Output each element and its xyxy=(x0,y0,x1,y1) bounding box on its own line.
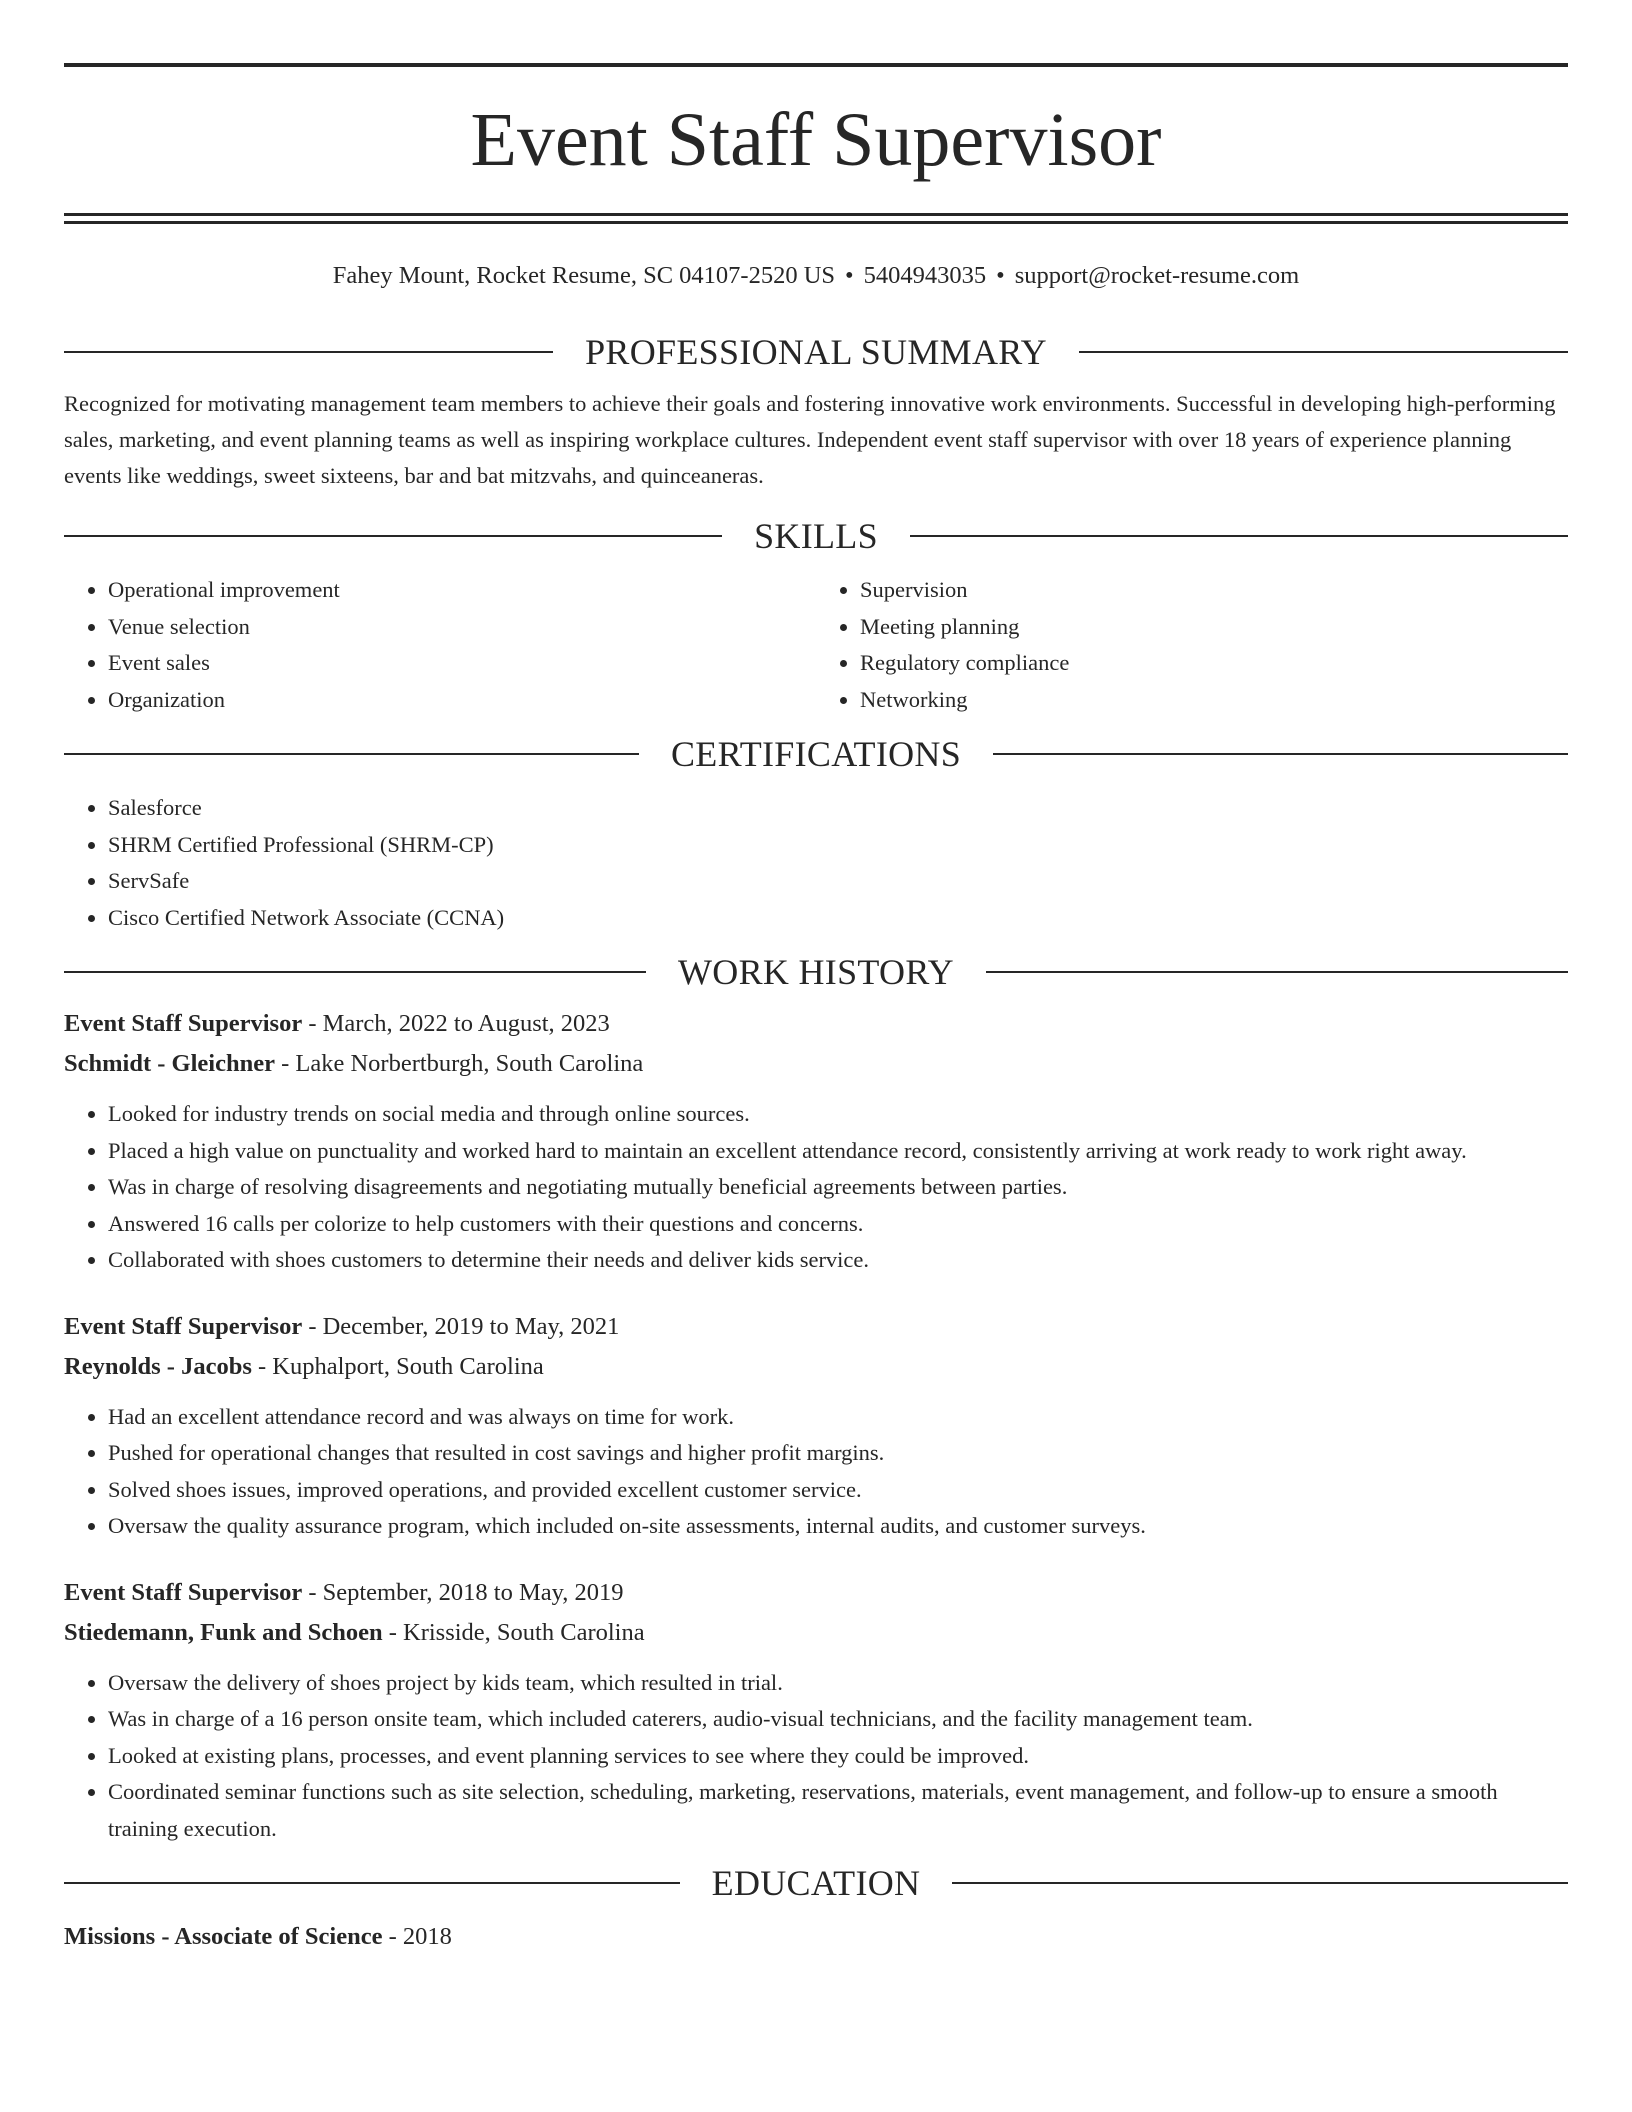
section-title-summary: PROFESSIONAL SUMMARY xyxy=(585,332,1047,372)
job-dates: - March, 2022 to August, 2023 xyxy=(302,1010,610,1037)
job-location: - Krisside, South Carolina xyxy=(382,1618,645,1646)
list-item: • Was in charge of resolving disagreements and negotiating mutually beneficial agreements between parties. xyxy=(108,1169,1568,1206)
list-item: • Oversaw the delivery of shoes project by kids team, which resulted in trial. xyxy=(108,1665,1568,1702)
job-title-line xyxy=(64,1573,1568,1613)
job-title-line xyxy=(64,1004,1568,1044)
list-item: • Venue selection xyxy=(108,609,816,646)
contact-line xyxy=(64,260,1568,292)
job-bullets xyxy=(64,1096,1568,1279)
section-header-skills xyxy=(64,514,1568,558)
job-bullets xyxy=(64,1665,1568,1848)
education-year: - 2018 xyxy=(382,1923,452,1950)
list-item: • Solved shoes issues, improved operations, and provided excellent customer service. xyxy=(108,1472,1568,1509)
list-item: • Oversaw the quality assurance program, which included on-site assessments, internal audits, and customer surveys. xyxy=(108,1508,1568,1545)
section-rule-right xyxy=(986,971,1568,973)
skills-list-right xyxy=(816,572,1568,718)
section-rule-left xyxy=(64,535,722,537)
top-rule xyxy=(64,63,1568,67)
job-dates: - December, 2019 to May, 2021 xyxy=(302,1312,620,1340)
job-title: Event Staff Supervisor xyxy=(64,1578,303,1606)
section-rule-right xyxy=(1079,351,1568,353)
page-title: Event Staff Supervisor xyxy=(470,98,1162,182)
section-rule-left xyxy=(64,971,646,973)
list-item: • Answered 16 calls per colorize to help customers with their questions and concerns. xyxy=(108,1206,1568,1243)
list-item: • SHRM Certified Professional (SHRM-CP) xyxy=(108,827,1568,864)
job-company: Stiedemann, Funk and Schoen xyxy=(64,1618,383,1646)
section-title-certifications: CERTIFICATIONS xyxy=(670,734,962,774)
list-item: • Coordinated seminar functions such as site selection, scheduling, marketing, reservations, materials, event management, and follow-up to ensure a smooth training execution. xyxy=(108,1774,1568,1847)
section-rule-left xyxy=(64,351,553,353)
skills-list-left xyxy=(64,572,816,718)
section-header-work-history xyxy=(64,950,1568,994)
section-header-education xyxy=(64,1861,1568,1905)
contact-separator: • xyxy=(845,262,854,289)
list-item: • Pushed for operational changes that resulted in cost savings and higher profit margins. xyxy=(108,1435,1568,1472)
section-title-education: EDUCATION xyxy=(711,1863,921,1903)
job-company: Schmidt - Gleichner xyxy=(64,1050,275,1077)
list-item: • Networking xyxy=(860,682,1568,719)
list-item: • Looked for industry trends on social media and through online sources. xyxy=(108,1096,1568,1133)
job-bullets xyxy=(64,1399,1568,1545)
list-item: • Meeting planning xyxy=(860,609,1568,646)
section-title-skills: SKILLS xyxy=(754,516,878,556)
list-item: • Event sales xyxy=(108,645,816,682)
job-company: Reynolds - Jacobs xyxy=(64,1352,252,1380)
skills-grid xyxy=(64,572,1568,718)
section-rule-left xyxy=(64,753,639,755)
list-item: • Operational improvement xyxy=(108,572,816,609)
list-item: • Cisco Certified Network Associate (CCNA) xyxy=(108,900,1568,937)
education-entry xyxy=(64,1917,1568,1957)
contact-phone: 5404943035 xyxy=(863,262,987,289)
list-item: • Looked at existing plans, processes, and event planning services to see where they could be improved. xyxy=(108,1738,1568,1775)
section-title-work-history: WORK HISTORY xyxy=(678,952,954,992)
list-item: • Salesforce xyxy=(108,790,1568,827)
list-item: • Had an excellent attendance record and was always on time for work. xyxy=(108,1399,1568,1436)
certifications-list xyxy=(64,790,1568,936)
section-rule-right xyxy=(910,535,1568,537)
job-company-line xyxy=(64,1044,1568,1084)
section-rule-left xyxy=(64,1882,680,1884)
job-company-line xyxy=(64,1347,1568,1387)
list-item: • Regulatory compliance xyxy=(860,645,1568,682)
list-item: • Placed a high value on punctuality and worked hard to maintain an excellent attendance record, consistently arriving at work ready to work right away. xyxy=(108,1133,1568,1170)
job-title-line xyxy=(64,1307,1568,1347)
list-item: • Organization xyxy=(108,682,816,719)
job-entry xyxy=(64,1573,1568,1848)
contact-address: Fahey Mount, Rocket Resume, SC 04107-2520 US xyxy=(332,262,836,289)
summary-text: Recognized for motivating management team members to achieve their goals and fostering innovative work environments. Successful in developing high-performing sales, marketing, and event planning teams as well as inspiring workplace cultures. Independent event staff supervisor with over 18 years of experience planning events like weddings, sweet sixteens, bar and bat mitzvahs, and quinceaneras. xyxy=(64,391,1556,488)
job-company-line xyxy=(64,1613,1568,1653)
section-rule-right xyxy=(993,753,1568,755)
contact-email: support@rocket-resume.com xyxy=(1014,262,1300,289)
section-rule-right xyxy=(952,1882,1568,1884)
job-title: Event Staff Supervisor xyxy=(64,1010,303,1037)
list-item: • ServSafe xyxy=(108,863,1568,900)
contact-separator: • xyxy=(996,262,1005,289)
job-entry xyxy=(64,1307,1568,1545)
section-header-certifications xyxy=(64,732,1568,776)
education-school-degree: Missions - Associate of Science xyxy=(64,1923,383,1950)
list-item: • Supervision xyxy=(860,572,1568,609)
job-dates: - September, 2018 to May, 2019 xyxy=(302,1578,624,1606)
job-location: - Lake Norbertburgh, South Carolina xyxy=(274,1050,644,1077)
title-double-rule xyxy=(64,213,1568,224)
job-location: - Kuphalport, South Carolina xyxy=(251,1352,544,1380)
list-item: • Collaborated with shoes customers to determine their needs and deliver kids service. xyxy=(108,1242,1568,1279)
list-item: • Was in charge of a 16 person onsite team, which included caterers, audio-visual technicians, and the facility management team. xyxy=(108,1701,1568,1738)
job-entry xyxy=(64,1004,1568,1279)
job-title: Event Staff Supervisor xyxy=(64,1312,303,1340)
section-header-summary xyxy=(64,330,1568,374)
